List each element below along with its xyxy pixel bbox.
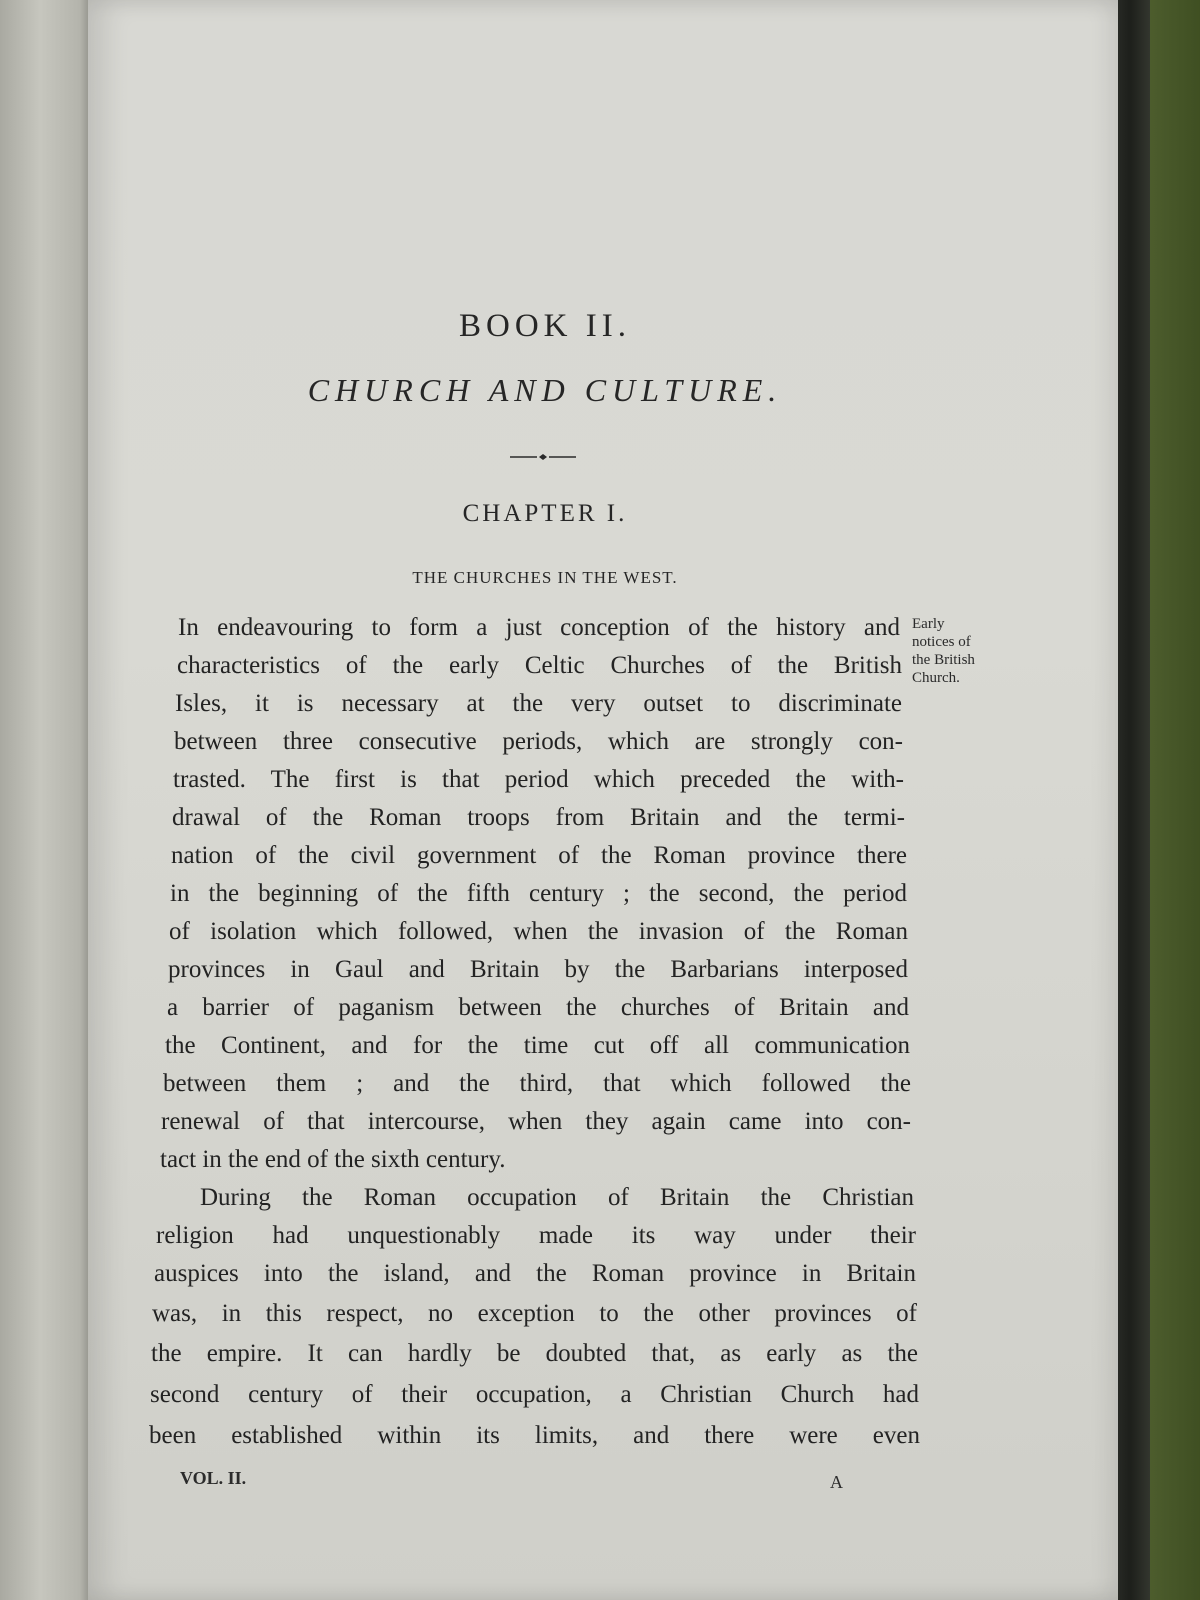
signature-mark: A: [830, 1472, 843, 1492]
paragraph1-line: in the beginning of the fifth century ; the second, the period: [170, 880, 907, 907]
paragraph1-line: nation of the civil government of the Roman province there: [171, 842, 907, 869]
paragraph1-line: the Continent, and for the time cut off all communication: [165, 1032, 910, 1059]
paragraph1-line: renewal of that intercourse, when they again came into con-: [161, 1108, 911, 1135]
book-subtitle: CHURCH AND CULTURE.: [307, 372, 783, 408]
chapter-subtitle: THE CHURCHES IN THE WEST.: [412, 568, 678, 587]
paragraph1-line: a barrier of paganism between the churches of Britain and: [167, 994, 909, 1021]
paragraph2-line: auspices into the island, and the Roman province in Britain: [154, 1260, 916, 1287]
sidenote-line: Early: [912, 616, 945, 632]
paragraph1-line: provinces in Gaul and Britain by the Barbarians interposed: [168, 956, 908, 983]
paragraph2-line: was, in this respect, no exception to the other provinces of: [152, 1300, 917, 1327]
paragraph1-line: between them ; and the third, that which followed the: [163, 1070, 911, 1097]
paragraph1-line: In endeavouring to form a just conception of the history and: [178, 614, 900, 641]
paragraph1-line: tact in the end of the sixth century.: [160, 1146, 506, 1173]
chapter-heading: CHAPTER I.: [462, 500, 628, 527]
paragraph1-line: Isles, it is necessary at the very outset to discriminate: [175, 690, 902, 717]
paragraph1-line: drawal of the Roman troops from Britain and the termi-: [172, 804, 905, 831]
left-page-edge: [0, 0, 92, 1600]
volume-label: VOL. II.: [180, 1468, 247, 1488]
ornament-divider: [510, 452, 576, 462]
sidenote-line: Church.: [912, 670, 960, 686]
paragraph1-line: characteristics of the early Celtic Churches of the British: [177, 652, 902, 679]
sidenote-line: the British: [912, 652, 975, 668]
paragraph2-line: During the Roman occupation of Britain the Christian: [200, 1184, 914, 1211]
paragraph2-line: the empire. It can hardly be doubted that, as early as the: [151, 1340, 918, 1367]
paragraph2-line: second century of their occupation, a Christian Church had: [150, 1381, 919, 1408]
sidenote-line: notices of: [912, 634, 971, 650]
paragraph2-line: been established within its limits, and there were even: [149, 1422, 920, 1449]
paragraph2-line: religion had unquestionably made its way under their: [156, 1222, 916, 1249]
paragraph1-line: of isolation which followed, when the invasion of the Roman: [169, 918, 908, 945]
book-heading: BOOK II.: [459, 308, 631, 344]
paragraph1-line: trasted. The first is that period which preceded the with-: [173, 766, 904, 793]
paragraph1-line: between three consecutive periods, which are strongly con-: [174, 728, 903, 755]
